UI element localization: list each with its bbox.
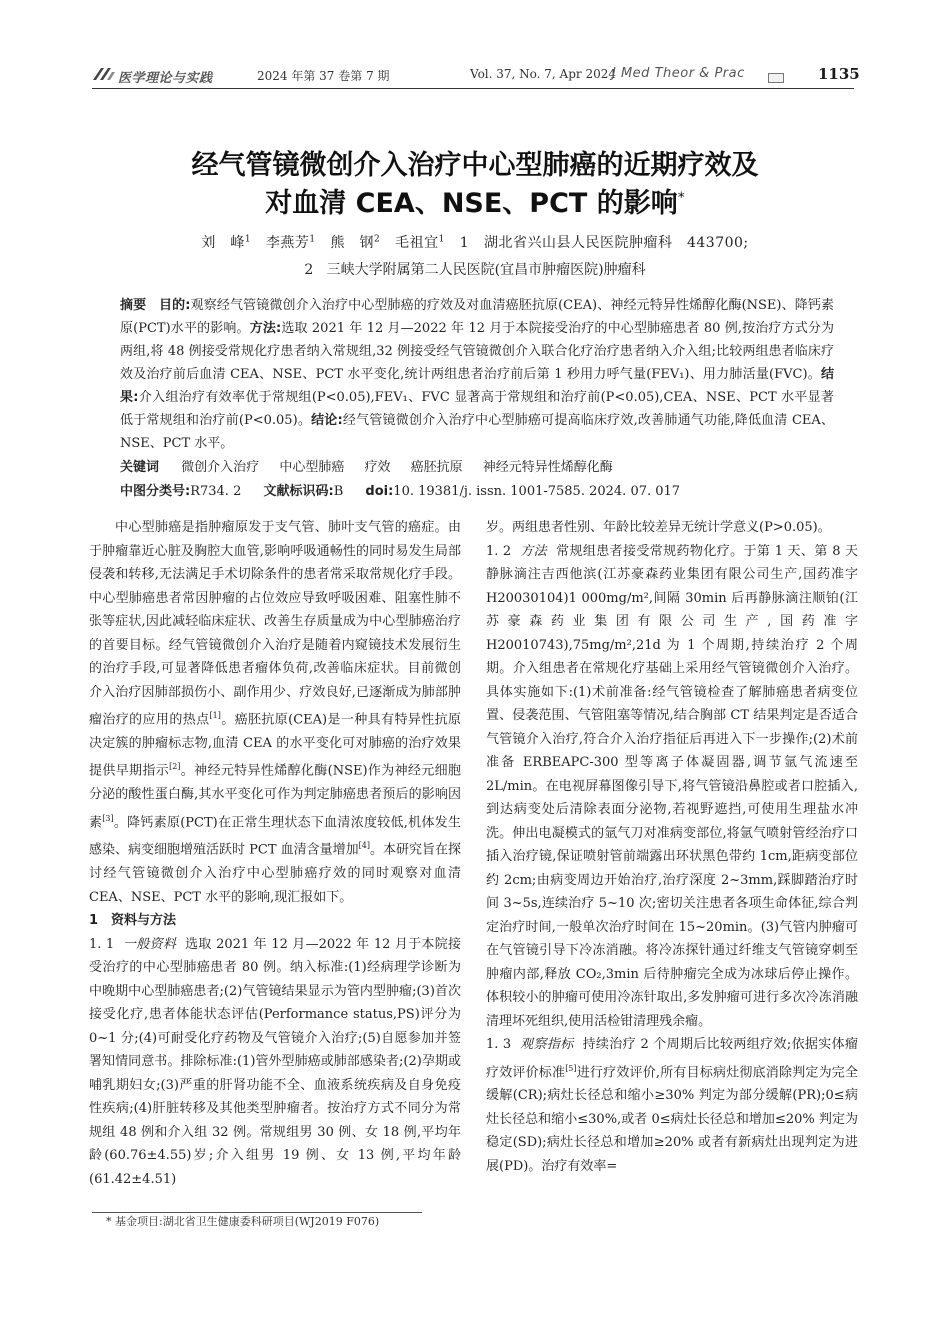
subsection-1-1: 1. 1 一般资料 选取 2021 年 12 月—2022 年 12 月于本院接受治疗的中心型肺癌患者 80 例。纳入标准:(1)经病理学诊断为中晚期中心型肺癌患者;(2)气管镜结果显示为管内型肿瘤;(3)首次接受化疗,患者体能状态评估(Performance status,PS)评分为 0~1 分;(4)可耐受化疗药物及气管镜介入治疗;(5)自愿参加并签署知情同意书。排除标准:(1)管外型肺癌或肺部感染者;(2)孕期或哺乳期妇女;(3)严重的肝肾功能不全、血液系统疾病及自身免疫性疾病;(4)肝脏转移及其他类型肿瘤者。按治疗方式不同分为常规组 48 例和介入组 32 例。常规组男 30 例、女 18 例,平均年龄(60.76±4.55)岁;介入组男 19 例、女 13 例,平均年龄(61.42±4.51) — [89, 936, 462, 1187]
citation-ref: [1] — [209, 711, 221, 720]
affiliation-2: 三峡大学附属第二人民医院(宜昌市肿瘤医院)肿瘤科 — [326, 262, 646, 278]
author-name: 毛祖宜 — [395, 235, 439, 251]
journal-name-en: J Med Theor & Prac — [612, 66, 745, 81]
funding-footnote: * 基金项目:湖北省卫生健康委科研项目(WJ2019 F076) — [106, 1215, 380, 1228]
body-right-column — [486, 516, 858, 1178]
affiliation-1: 湖北省兴山县人民医院肿瘤科 443700; — [483, 235, 749, 251]
issue-info-cn: 2024 年第 37 卷第 7 期 — [257, 69, 390, 83]
objective-text: 观察经气管镜微创介入治疗中心型肺癌的疗效及对血清癌胚抗原(CEA)、神经元特异性烯醇化酶(NSE)、降钙素原(PCT)水平的影响。 — [120, 298, 834, 336]
section-heading: 1 资料与方法 — [89, 913, 177, 929]
author-name: 熊 钢 — [330, 235, 375, 251]
article-title-line1: 经气管镜微创介入治疗中心型肺癌的近期疗效及 — [191, 150, 759, 181]
citation-ref: [2] — [169, 762, 181, 772]
header-rule — [92, 88, 854, 89]
method-label: 方法: — [249, 321, 282, 336]
keyword-item: 神经元特异性烯醇化酶 — [482, 460, 613, 475]
doc-code-value: B — [333, 484, 344, 499]
title-footnote-mark: * — [677, 190, 685, 206]
result-text: 介入组治疗有效率优于常规组(P<0.05),FEV₁、FVC 显著高于常规组和治疗前(P<0.05),CEA、NSE、PCT 水平显著低于常规组和治疗前(P<0.05)。 — [120, 390, 834, 428]
citation-ref: [4] — [358, 841, 370, 851]
author-name: 刘 峰 — [201, 235, 245, 251]
doi-label: doi: — [365, 484, 394, 499]
author-name: 李燕芳 — [265, 235, 310, 251]
clc-label: 中图分类号: — [120, 484, 191, 499]
affiliation-number: 2 — [304, 262, 314, 278]
citation-ref: [3] — [102, 813, 114, 823]
affiliation-line-2 — [92, 259, 858, 279]
subsection-1-3: 1. 3 观察指标 持续治疗 2 个周期后比较两组疗效;依据实体瘤疗效评价标准[5]进行疗效评价,所有目标病灶彻底消除判定为完全缓解(CR);病灶长径总和缩小≥30% 判定为部分缓解(PR);0≤病灶长径总和缩小≤30%,或者 0≤病灶长径总和增加≤20% 判定为稳定(SD);病灶长径总和增加≥20% 或者有新病灶出现判定为进展(PD)。治疗有效率= — [486, 1037, 858, 1174]
result-label: 结果: — [120, 367, 834, 405]
issue-info-en: Vol. 37, No. 7, Apr 2024 — [470, 67, 616, 81]
method-text: 选取 2021 年 12 月—2022 年 12 月于本院接受治疗的中心型肺癌患者 80 例,按治疗方式分为两组,将 48 例接受常规化疗患者纳入常规组,32 例接受经气管镜微创介入联合化疗治疗患者纳入介入组;比较两组患者临床疗效及治疗前后血清 CEA、NSE、PCT 水平变化,统计两组患者治疗前后第 1 秒用力呼气量(FEV₁)、用力肺活量(FVC)。 — [120, 321, 835, 382]
keyword-item: 癌胚抗原 — [410, 460, 463, 475]
keyword-item: 微创介入治疗 — [181, 460, 260, 475]
conclusion-text: 经气管镜微创介入治疗中心型肺癌可提高临床疗效,改善肺通气功能,降低血清 CEA、NSE、PCT 水平。 — [120, 413, 834, 451]
abstract — [120, 294, 834, 455]
journal-logo-icon — [92, 66, 116, 82]
doc-code-label: 文献标识码: — [263, 484, 334, 499]
running-header — [92, 64, 860, 86]
keyword-item: 中心型肺癌 — [279, 460, 345, 475]
continued-paragraph: 岁。两组患者性别、年龄比较差异无统计学意义(P>0.05)。 — [486, 520, 831, 535]
abstract-label: 摘要 — [120, 298, 147, 313]
intro-paragraph: 中心型肺癌是指肿瘤原发于支气管、肺叶支气管的癌症。由于肿瘤靠近心脏及胸腔大血管,影响呼吸通畅性的同时易发生局部侵袭和转移,无法满足手术切除条件的患者常采取常规化疗手段。中心型肺癌患者常因肿瘤的占位效应导致呼吸困难、阻塞性肺不张等症状,因此减轻临床症状、改善生存质量成为中心型肺癌治疗的首要目标。经气管镜微创介入治疗是随着内窥镜技术发展衍生的治疗手段,可显著降低患者瘤体负荷,改善临床症状。目前微创介入治疗因肺部损伤小、副作用少、疗效良好,已逐渐成为肺部肿瘤治疗的应用的热点[1]。癌胚抗原(CEA)是一种具有特异性抗原决定簇的肿瘤标志物,血清 CEA 的水平变化可对肺癌的治疗效果提供早期指示[2]。神经元特异性烯醇化酶(NSE)作为神经元细胞分泌的酸性蛋白酶,其水平变化可作为判定肺癌患者预后的影响因素[3]。降钙素原(PCT)在正常生理状态下血清浓度较低,机体发生感染、病变细胞增殖活跃时 PCT 血清含量增加[4]。本研究旨在探讨经气管镜微创介入治疗中心型肺癌疗效的同时观察对血清 CEA、NSE、PCT 水平的影响,现汇报如下。 — [89, 520, 461, 905]
objective-label: 目的: — [159, 298, 191, 313]
keyword-item: 疗效 — [364, 460, 391, 475]
doi-value: 10. 19381/j. issn. 1001-7585. 2024. 07. 017 — [393, 484, 681, 499]
conclusion-label: 结论: — [311, 413, 343, 428]
affiliation-number: 1 — [459, 235, 470, 251]
subsection-1-2: 1. 2 方法 常规组患者接受常规药物化疗。于第 1 天、第 8 天静脉滴注吉西他滨(江苏豪森药业集团有限公司生产,国药准字 H20030104)1 000mg/m²,间隔 30min 后再静脉滴注顺铂(江苏豪森药业集团有限公司生产,国药准字 H20010743),75mg/m²,21d 为 1 个周期,持续治疗 2 个周期。介入组患者在常规化疗基础上采用经气管镜微创介入治疗。具体实施如下:(1)术前准备:经气管镜检查了解肺癌患者病变位置、侵袭范围、气管阻塞等情况,结合胸部 CT 结果判定是否适合气管镜介入治疗,符合介入治疗指征后再进入下一步操作;(2)术前准备 ERBEAPC-300 型等离子体凝固器,调节氩气流速至 2L/min。在电视屏幕图像引导下,将气管镜沿鼻腔或者口腔插入,到达病变处后清除表面分泌物,若视野遮挡,可使用生理盐水冲洗。伸出电凝模式的氩气刀对准病变部位,将氩气喷射管经治疗口插入治疗镜,保证喷射管前端露出环状黑色带约 1cm,距病变部位约 2cm;由病变周边开始治疗,治疗深度 2~3mm,踩脚踏治疗时间 3~5s,连续治疗 5~10 次;密切关注患者各项生命体征,综合判定治疗时间,一般单次治疗时间在 15~20min。(3)气管内肿瘤可在气管镜引导下冷冻消融。将冷冻探针通过纤维支气管镜穿刺至肿瘤内部,释放 CO₂,3min 后待肿瘤完全成为冰球后停止操作。体积较小的肿瘤可使用冷冻针取出,多发肿瘤可进行多次冷冻消融清理坏死组织,使用活检钳清理残余瘤。 — [486, 543, 859, 1029]
clc-value: R734. 2 — [190, 484, 242, 499]
body-left-column — [89, 516, 461, 1191]
citation-ref: [5] — [565, 1063, 577, 1073]
classification-line — [120, 480, 834, 499]
header-box-icon — [768, 73, 784, 83]
journal-brand: 医学理论与实践 — [118, 71, 213, 86]
keywords-label: 关键词 — [120, 460, 160, 475]
article-title-line2: 对血清 CEA、NSE、PCT 的影响* — [265, 188, 685, 219]
page-number: 1135 — [818, 65, 860, 83]
keywords — [120, 456, 834, 475]
author-line: 刘 峰$^1$ 李燕芳$^1$ 熊 钢$^2$ 毛祖宜$^1$ 1 湖北省兴山县人民医院肿瘤科 443700; — [201, 234, 749, 251]
